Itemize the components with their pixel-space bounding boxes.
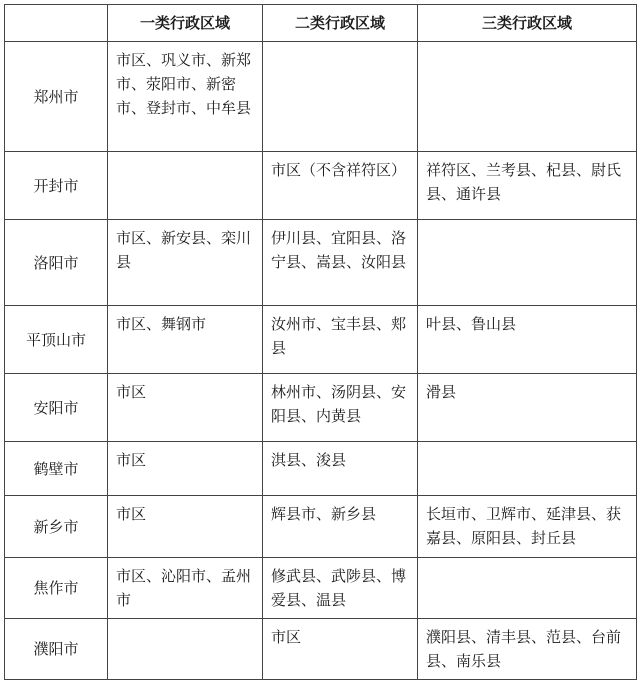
table-row	[5, 496, 637, 558]
header-city	[5, 5, 108, 42]
city-cell: 开封市	[5, 152, 108, 220]
category-1-cell	[108, 619, 263, 680]
category-1-cell: 市区、新安县、栾川县	[108, 220, 263, 306]
category-3-cell: 濮阳县、清丰县、范县、台前县、南乐县	[418, 619, 637, 680]
category-1-cell: 市区、舞钢市	[108, 306, 263, 374]
category-1-cell: 市区、巩义市、新郑市、荥阳市、新密市、登封市、中牟县	[108, 42, 263, 152]
category-1-cell: 市区	[108, 496, 263, 558]
table-row	[5, 152, 637, 220]
category-3-cell: 滑县	[418, 374, 637, 442]
table-row	[5, 306, 637, 374]
table-row	[5, 558, 637, 619]
category-2-cell: 淇县、浚县	[263, 442, 418, 496]
category-3-cell	[418, 558, 637, 619]
city-cell: 安阳市	[5, 374, 108, 442]
category-3-cell	[418, 442, 637, 496]
header-category-2: 二类行政区域	[263, 5, 418, 42]
category-2-cell: 市区	[263, 619, 418, 680]
category-2-cell: 汝州市、宝丰县、郏县	[263, 306, 418, 374]
category-1-cell	[108, 152, 263, 220]
category-2-cell: 修武县、武陟县、博爱县、温县	[263, 558, 418, 619]
category-2-cell: 伊川县、宜阳县、洛宁县、嵩县、汝阳县	[263, 220, 418, 306]
category-1-cell: 市区	[108, 374, 263, 442]
table-row	[5, 442, 637, 496]
city-cell: 鹤壁市	[5, 442, 108, 496]
city-cell: 新乡市	[5, 496, 108, 558]
category-2-cell: 林州市、汤阴县、安阳县、内黄县	[263, 374, 418, 442]
city-cell: 郑州市	[5, 42, 108, 152]
table-row	[5, 619, 637, 680]
city-cell: 焦作市	[5, 558, 108, 619]
table-row	[5, 42, 637, 152]
city-cell: 洛阳市	[5, 220, 108, 306]
category-3-cell: 祥符区、兰考县、杞县、尉氏县、通许县	[418, 152, 637, 220]
header-category-3: 三类行政区域	[418, 5, 637, 42]
region-classification-table	[4, 4, 637, 680]
category-2-cell	[263, 42, 418, 152]
city-cell: 濮阳市	[5, 619, 108, 680]
table-row	[5, 220, 637, 306]
category-3-cell	[418, 220, 637, 306]
category-1-cell: 市区	[108, 442, 263, 496]
category-3-cell	[418, 42, 637, 152]
category-2-cell: 辉县市、新乡县	[263, 496, 418, 558]
header-row	[5, 5, 637, 42]
table-row	[5, 374, 637, 442]
category-3-cell: 长垣市、卫辉市、延津县、获嘉县、原阳县、封丘县	[418, 496, 637, 558]
category-3-cell: 叶县、鲁山县	[418, 306, 637, 374]
category-1-cell: 市区、沁阳市、孟州市	[108, 558, 263, 619]
city-cell: 平顶山市	[5, 306, 108, 374]
header-category-1: 一类行政区域	[108, 5, 263, 42]
category-2-cell: 市区（不含祥符区）	[263, 152, 418, 220]
